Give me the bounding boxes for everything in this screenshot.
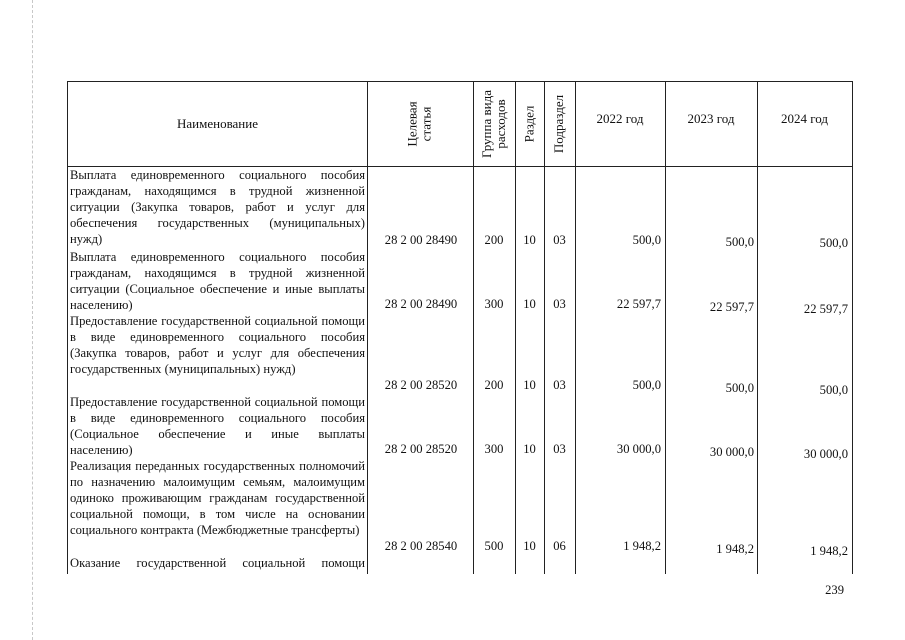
row-name: Реализация переданных государственных полномочий по назначению малоимущим семьям, малоимущим одиноко проживающим гражданам государственной социальной помощи, в том числе на основании социального контракта (Межбюджетные трансферты): [70, 459, 365, 537]
header-line: статья: [418, 106, 434, 142]
row-subsection: 03: [553, 233, 566, 247]
row-value-2024: 22 597,7: [803, 302, 848, 316]
row-name: Выплата единовременного социального пособия гражданам, находящимся в трудной жизненной ситуации (Социальное обеспечение и иные выплаты населению): [70, 250, 365, 312]
row-expense-group: 500: [484, 539, 504, 553]
row-name: Выплата единовременного социального пособия гражданам, находящимся в трудной жизненной ситуации (Закупка товаров, работ и услуг для обеспечения государственных (муниципальных) нужд): [70, 168, 365, 246]
header-line: расходов: [493, 99, 509, 149]
row-value-2024: 500,0: [819, 236, 848, 250]
row-target-article: 28 2 00 28520: [384, 378, 458, 392]
header-year-2022: [575, 82, 665, 166]
row-value-2022: 500,0: [632, 378, 661, 392]
row-name: Оказание государственной социальной помощи: [70, 556, 365, 570]
row-subsection: 06: [553, 539, 566, 553]
row-value-2023: 500,0: [725, 381, 754, 395]
row-expense-group: 200: [484, 378, 504, 392]
row-expense-group: 300: [484, 442, 504, 456]
row-value-2024: 30 000,0: [803, 447, 848, 461]
row-value-2024: 500,0: [819, 383, 848, 397]
header-name: [68, 82, 367, 166]
header-line: Группа вида: [479, 90, 495, 158]
row-section: 10: [523, 539, 536, 553]
row-section: 10: [523, 233, 536, 247]
header-expense-group-label: [480, 90, 508, 158]
header-year-label: 2024 год: [781, 111, 828, 126]
row-section: 10: [523, 378, 536, 392]
row-expense-group: 300: [484, 297, 504, 311]
row-value-2024: 1 948,2: [810, 544, 848, 558]
row-value-2022: 1 948,2: [623, 539, 661, 553]
row-value-2022: 22 597,7: [616, 297, 661, 311]
row-value-2022: 500,0: [632, 233, 661, 247]
header-expense-group: [473, 82, 515, 166]
row-value-2023: 1 948,2: [716, 542, 754, 556]
header-year-label: 2023 год: [687, 111, 735, 126]
row-value-2023: 30 000,0: [709, 445, 754, 459]
row-expense-group: 200: [484, 233, 504, 247]
row-subsection: 03: [553, 442, 566, 456]
header-subsection-label: Подраздел: [551, 94, 567, 154]
header-year-label: 2022 год: [596, 111, 644, 126]
header-subsection: [544, 82, 575, 166]
header-target-article: [367, 82, 473, 166]
row-section: 10: [523, 442, 536, 456]
header-target-article-label: [406, 101, 434, 146]
scan-fold-line: [32, 0, 33, 640]
row-section: 10: [523, 297, 536, 311]
header-name-label: Наименование: [177, 116, 258, 131]
header-year-2024: [757, 82, 852, 166]
row-subsection: 03: [553, 378, 566, 392]
row-value-2023: 500,0: [725, 235, 754, 249]
row-target-article: 28 2 00 28540: [384, 539, 458, 553]
page-number: 239: [825, 583, 844, 597]
row-value-2023: 22 597,7: [709, 300, 754, 314]
row-target-article: 28 2 00 28520: [384, 442, 458, 456]
row-target-article: 28 2 00 28490: [384, 297, 458, 311]
row-name: Предоставление государственной социальной помощи в виде единовременного социального пособия (Социальное обеспечение и иные выплаты населению): [70, 395, 365, 457]
row-name: Предоставление государственной социальной помощи в виде единовременного социального пособия (Закупка товаров, работ и услуг для обеспечения государственных (муниципальных) нужд): [70, 314, 365, 376]
row-subsection: 03: [553, 297, 566, 311]
header-year-2023: [665, 82, 757, 166]
header-section: [515, 82, 544, 166]
header-line: Целевая: [404, 101, 420, 147]
row-target-article: 28 2 00 28490: [384, 233, 458, 247]
header-section-label: Раздел: [521, 105, 537, 143]
budget-table: [67, 81, 853, 574]
row-value-2022: 30 000,0: [616, 442, 661, 456]
